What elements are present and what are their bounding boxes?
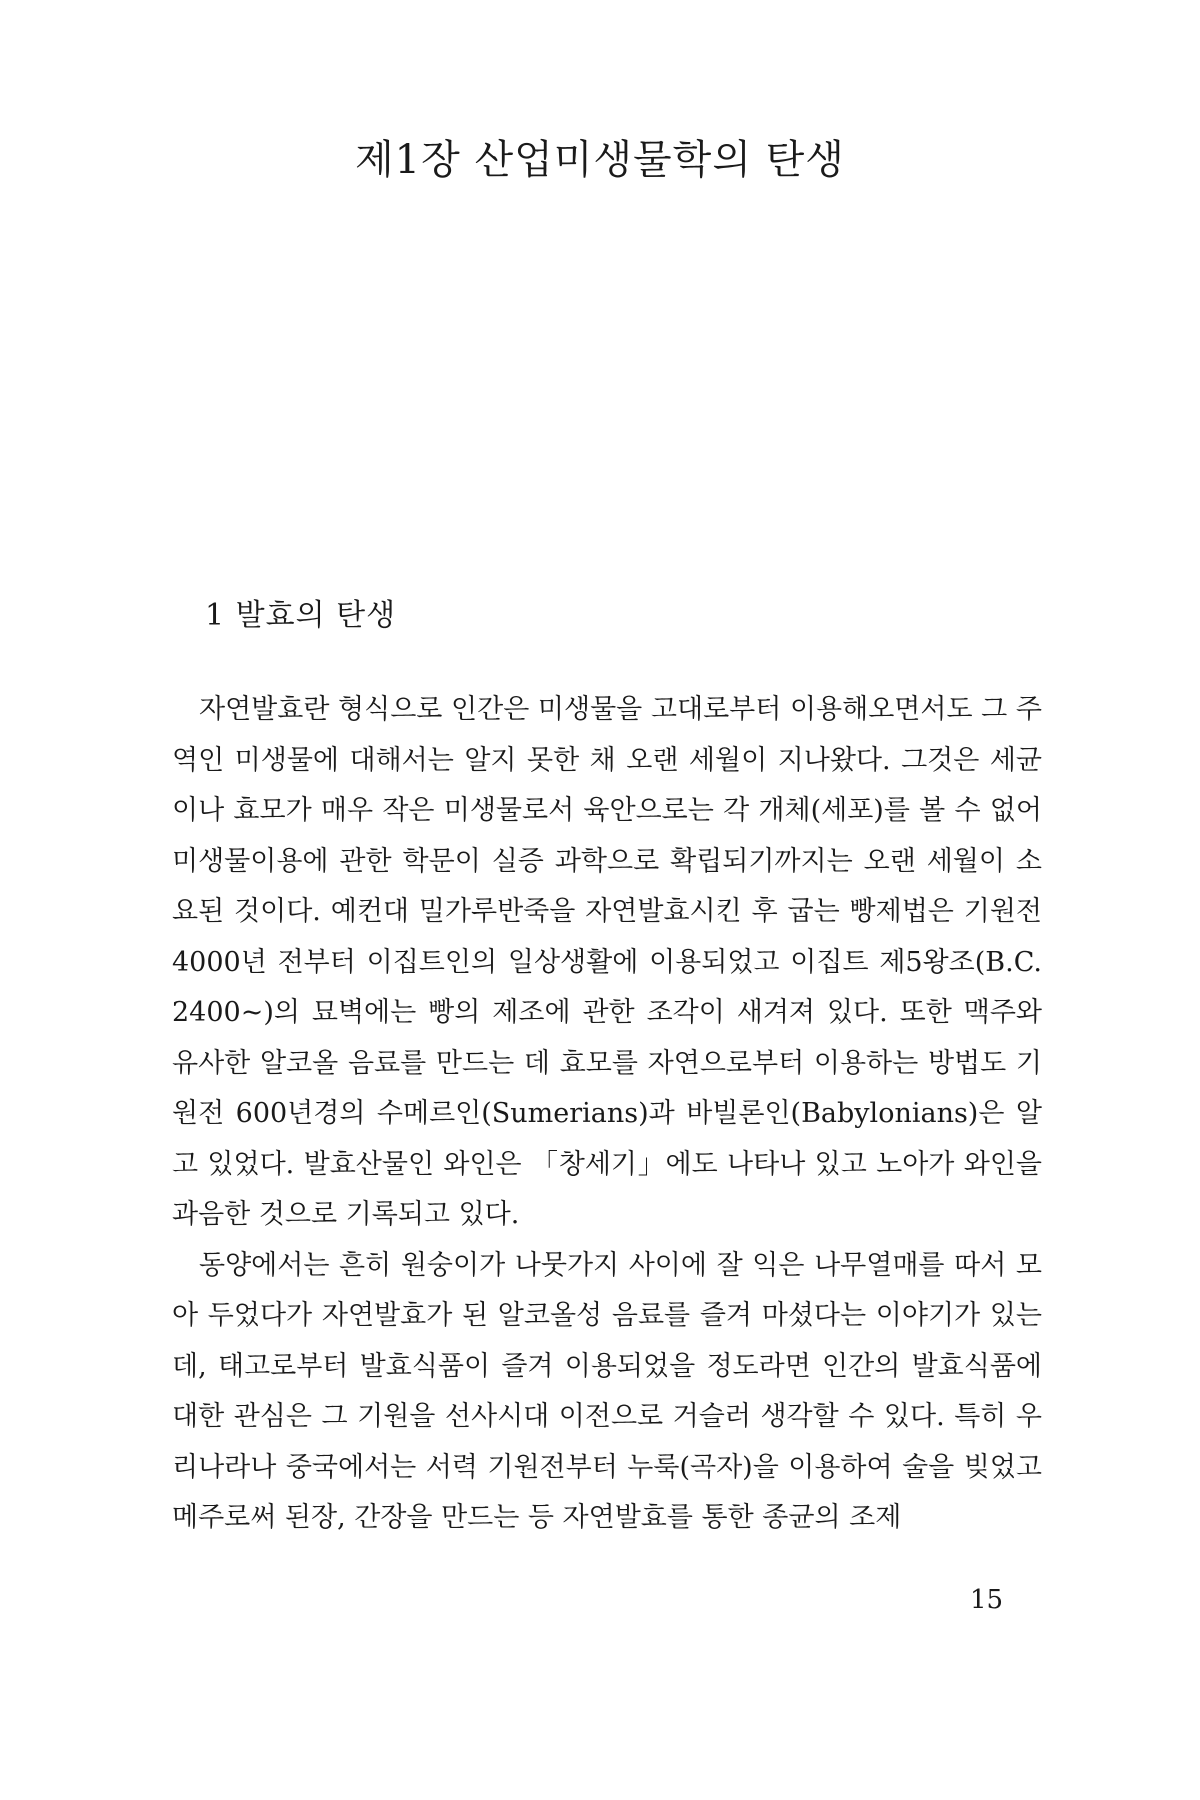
section-heading: 1 발효의 탄생 xyxy=(205,598,397,633)
paragraph: 자연발효란 형식으로 인간은 미생물을 고대로부터 이용해오면서도 그 주역인 미생물에 대해서는 알지 못한 채 오랜 세월이 지나왔다. 그것은 세균이나 효모가 매우 작은 미생물로서 육안으로는 각 개체(세포)를 볼 수 없어 미생물이용에 관한 학문이 실증 과학으로 확립되기까지는 오랜 세월이 소요된 것이다. 예컨대 밀가루반죽을 자연발효시킨 후 굽는 빵제법은 기원전 4000년 전부터 이집트인의 일상생활에 이용되었고 이집트 제5왕조(B.C. 2400~)의 묘벽에는 빵의 제조에 관한 조각이 새겨져 있다. 또한 맥주와 유사한 알코올 음료를 만드는 데 효모를 자연으로부터 이용하는 방법도 기원전 600년경의 수메르인(Sumerians)과 바빌론인(Babylonians)은 알고 있었다. 발효산물인 와인은 「창세기」에도 나타나 있고 노아가 와인을 과음한 것으로 기록되고 있다. xyxy=(172,694,1042,1230)
page-number: 15 xyxy=(970,1585,1004,1615)
paragraph: 동양에서는 흔히 원숭이가 나뭇가지 사이에 잘 익은 나무열매를 따서 모아 두었다가 자연발효가 된 알코올성 음료를 즐겨 마셨다는 이야기가 있는데, 태고로부터 발효식품이 즐겨 이용되었을 정도라면 인간의 발효식품에 대한 관심은 그 기원을 선사시대 이전으로 거슬러 생각할 수 있다. 특히 우리나라나 중국에서는 서력 기원전부터 누룩(곡자)을 이용하여 술을 빚었고 메주로써 된장, 간장을 만드는 등 자연발효를 통한 종균의 조제 xyxy=(172,1249,1042,1533)
chapter-title: 제1장 산업미생물학의 탄생 xyxy=(355,137,845,183)
body-text xyxy=(172,685,1042,1544)
